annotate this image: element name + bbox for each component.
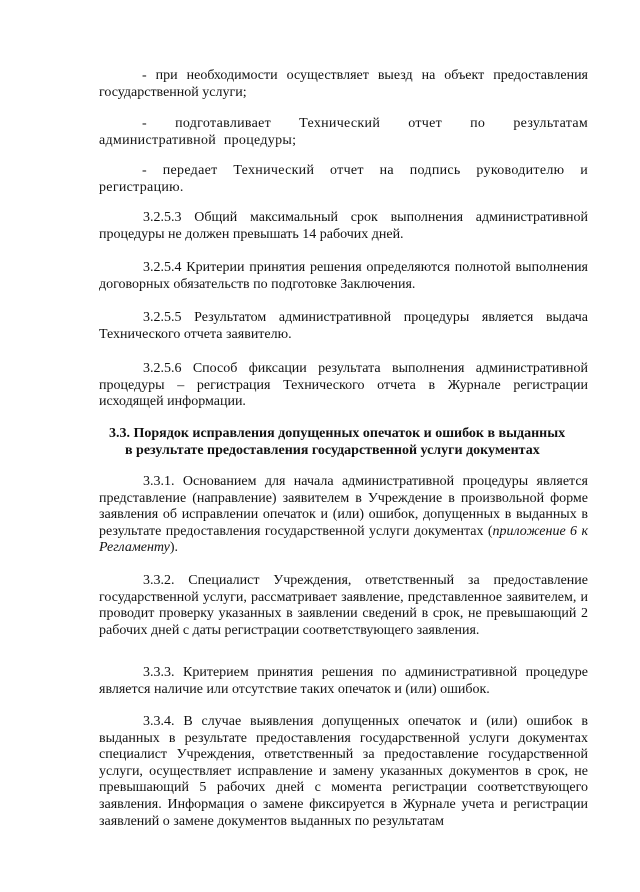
section-heading-line-1: 3.3. Порядок исправления допущенных опечаток и ошибок в выданных [109,426,566,441]
paragraph-bullet-transfer-report: - передает Технический отчет на подпись руководителю и регистрацию. [99,163,588,195]
paragraph-bullet-visit: - при необходимости осуществляет выезд на объект предоставления государственной услуги; [99,68,588,100]
section-heading-line-2: в результате предоставления государственной услуги документах [125,442,540,458]
paragraph-3-2-5-6: 3.2.5.6 Способ фиксации результата выполнения административной процедуры – регистрация Технического отчета в Журнале регистрации исходящей информации. [99,361,588,410]
paragraph-bullet-prepare-report: - подготавливает Технический отчет по результатам административной процедуры; [99,116,588,148]
paragraph-3-3-4: 3.3.4. В случае выявления допущенных опечаток и (или) ошибок в выданных в результате предоставления государственной услуги документах специалист Учреждения, ответственный за предоставление государственной услуги, осуществляет исправление и замену указанных документов в срок, не превышающий 5 рабочих дней с момента регистрации соответствующего заявления. Информация о замене фиксируется в Журнале учета и регистрации заявлений о замене документов выданных по результатам [99,714,588,829]
paragraph-3-3-1-text: 3.3.1. Основанием для начала административной процедуры является представление (направление) заявителем в Учреждение в произвольной форме заявления об исправлении опечаток и (или) ошибок, допущенных в выданных в результате предоставления государственной услуги документах ( [99,474,588,539]
paragraph-3-2-5-5: 3.2.5.5 Результатом административной процедуры является выдача Технического отчета заявителю. [99,310,588,342]
paragraph-3-3-2: 3.3.2. Специалист Учреждения, ответственный за предоставление государственной услуги, рассматривает заявление, представленное заявителем, и проводит проверку указанных в заявлении сведений в срок, не превышающий 2 рабочих дней с даты регистрации соответствующего заявления. [99,573,588,638]
paragraph-3-3-3: 3.3.3. Критерием принятия решения по административной процедуре является наличие или отсутствие таких опечаток и (или) ошибок. [99,665,588,697]
appendix-reference: приложение 6 к Регламенту [99,523,589,556]
paragraph-3-3-1 [99,474,588,557]
paragraph-3-3-1-end: ). [169,540,179,556]
paragraph-3-2-5-3: 3.2.5.3 Общий максимальный срок выполнения административной процедуры не должен превышать 14 рабочих дней. [99,210,588,242]
paragraph-3-2-5-4: 3.2.5.4 Критерии принятия решения определяются полнотой выполнения договорных обязательств по подготовке Заключения. [99,260,588,292]
section-heading-3-3 [99,426,588,459]
